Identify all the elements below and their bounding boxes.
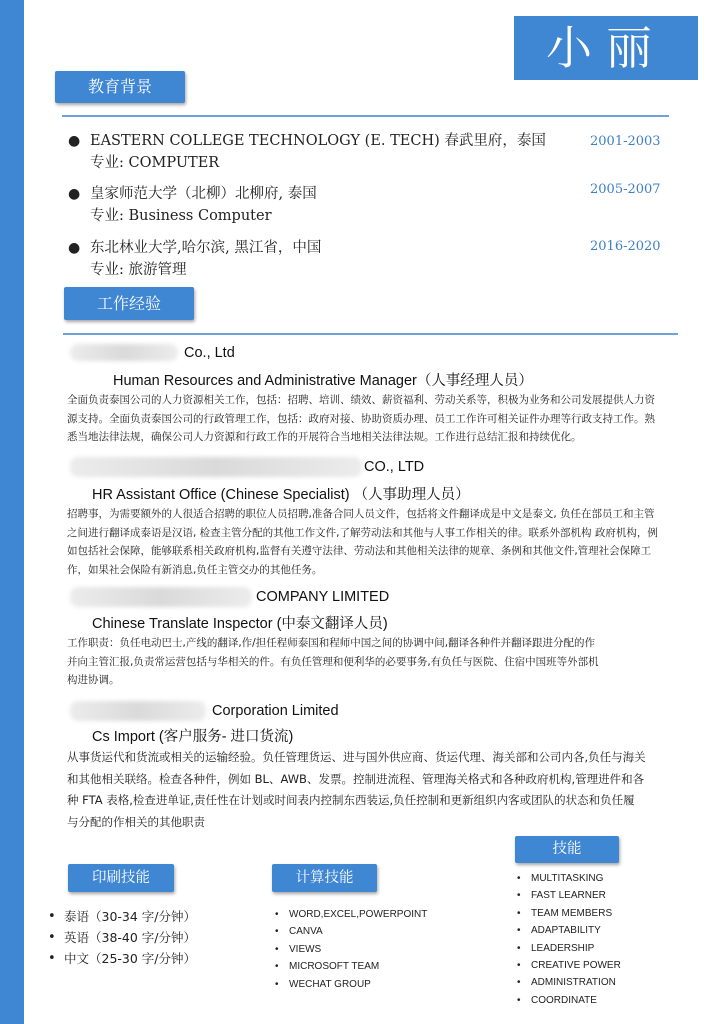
job-description-line: 之间进行翻译成泰语是汉语, 检查主管分配的其他工作文件,了解劳动法和其他与人事工作相关的律。联系外部机构 政府机构，例 [67, 526, 658, 539]
job-description-line: 招聘事，为需要额外的人很适合招聘的职位人员招聘,准备合同人员文件，包括将文件翻译成是中文是泰文, 负任在部员工和主管 [67, 508, 655, 520]
education-divider [62, 115, 669, 117]
left-accent-bar [0, 0, 24, 1024]
computer-skill-item: • WECHAT GROUP [275, 976, 427, 993]
education-school: EASTERN COLLEGE TECHNOLOGY (E. TECH) 春武里府，泰国 [90, 133, 546, 149]
education-years: 2016-2020 [590, 239, 661, 254]
skill-item: • ADMINISTRATION [517, 974, 621, 991]
computer-skills-list [275, 906, 427, 993]
job-company: COMPANY LIMITED [256, 589, 390, 605]
computer-skill-item: • VIEWS [275, 941, 427, 958]
job-description-line: 工作职责：负任电动巴士,产线的翻译,作/担任程师泰国和程师中国之间的协调中间,翻译各种件并翻译跟进分配的作 [67, 637, 596, 649]
job-title: Chinese Translate Inspector (中泰文翻译人员) [92, 616, 388, 632]
skill-item: • LEADERSHIP [517, 940, 621, 957]
job-description-line: 与分配的作相关的其他职责 [67, 814, 205, 829]
print-skill-item: • 英语（38-40 字/分钟） [50, 927, 196, 948]
job-company: Co., Ltd [184, 345, 235, 361]
print-skills-list [50, 906, 196, 969]
job-title: HR Assistant Office (Chinese Specialist) （人事助理人员） [92, 487, 470, 503]
job-description-line: 从事货运代和货流或相关的运输经验。负任管理货运、进与国外供应商、货运代理、海关部和公司内各,负任与海关 [67, 750, 646, 764]
education-entry: ● EASTERN COLLEGE TECHNOLOGY (E. TECH) 春武里府，泰国 专业: COMPUTER [90, 130, 590, 174]
job-company: CO., LTD [364, 459, 425, 475]
redacted-company-name [70, 457, 362, 477]
skill-item: • ADAPTABILITY [517, 922, 621, 939]
skill-item: • COORDINATE [517, 992, 621, 1009]
education-major: 专业: COMPUTER [90, 155, 220, 171]
job-description-line: 源支持。全面负责泰国公司的行政管理工作，包括：政府对接、协助资质办理、员工工作许可相关证件办理等行政支持工作。熟 [67, 412, 655, 425]
job-description-line: 构进协调。 [67, 674, 120, 686]
education-entry: ● 皇家师范大学（北柳）北柳府, 泰国 专业: Business Computer [90, 183, 590, 227]
redacted-company-name [70, 344, 178, 361]
education-years: 2001-2003 [590, 134, 661, 149]
education-school: 皇家师范大学（北柳）北柳府, 泰国 [90, 186, 317, 202]
skill-item: • MULTITASKING [517, 870, 621, 887]
redacted-company-name [70, 701, 206, 721]
job-company: Corporation Limited [212, 703, 339, 719]
job-description-line: 悉当地法律法规，确保公司人力资源和行政工作的开展符合当地相关法律法规。工作进行总结汇报和持续优化。 [67, 431, 582, 443]
computer-skill-item: • MICROSOFT TEAM [275, 958, 427, 975]
section-work-heading: 工作经验 [64, 287, 194, 320]
name-banner: 小丽 [514, 16, 698, 80]
computer-skill-item: • WORD,EXCEL,POWERPOINT [275, 906, 427, 923]
skills-list [517, 870, 621, 1009]
education-major: 专业: 旅游管理 [90, 262, 187, 278]
job-description-line: 和其他相关联络。检查各种件，例如 BL、AWB、发票。控制进流程、管理海关格式和各种政府机构,管理进件和各 [67, 771, 645, 786]
job-description-line: 种 FTA 表格,检查进单证,责任性在计划或时间表内控制东西装运,负任控制和更新组织内客或团队的状态和负任履 [67, 793, 635, 807]
section-print-skills-heading: 印刷技能 [68, 864, 174, 892]
skill-item: • CREATIVE POWER [517, 957, 621, 974]
print-skill-item: • 中文（25-30 字/分钟） [50, 948, 196, 969]
section-computer-skills-heading: 计算技能 [272, 864, 377, 892]
education-years: 2005-2007 [590, 182, 661, 197]
job-description [67, 391, 691, 447]
job-title: Human Resources and Administrative Manager（人事经理人员） [113, 373, 533, 389]
section-education-heading: 教育背景 [55, 71, 185, 103]
work-divider [63, 333, 678, 335]
skill-item: • TEAM MEMBERS [517, 905, 621, 922]
computer-skill-item: • CANVA [275, 923, 427, 940]
job-description [67, 505, 691, 579]
section-skills-heading: 技能 [515, 836, 619, 863]
job-description [67, 747, 691, 833]
skill-item: • FAST LEARNER [517, 887, 621, 904]
job-description-line: 作，如果社会保险有新消息,负任主管交办的其他任务。 [67, 563, 323, 576]
job-description [67, 634, 691, 690]
education-school: 东北林业大学,哈尔滨, 黑江省，中国 [90, 240, 322, 256]
job-title: Cs Import (客户服务- 进口货流) [92, 729, 294, 745]
education-entry: ● 东北林业大学,哈尔滨, 黑江省，中国 专业: 旅游管理 [90, 237, 590, 281]
redacted-company-name [70, 587, 252, 607]
print-skill-item: • 泰语（30-34 字/分钟） [50, 906, 196, 927]
job-description-line: 如包括社会保障，能够联系相关政府机构,监督有关遵守法律、劳动法和其他相关法律的规章、条例和其他文件,管理社会保障工 [67, 545, 652, 557]
job-description-line: 并向主管汇报,负责常运营包括与华相关的件。有负任管理和便利华的必要事务,有负任与医院、住宿中国班等外部机 [67, 655, 599, 668]
job-description-line: 全面负责泰国公司的人力资源相关工作，包括：招聘、培训、绩效、薪资福利、劳动关系等，积极为业务和公司发展提供人力资 [67, 394, 655, 406]
education-major: 专业: Business Computer [90, 208, 272, 224]
